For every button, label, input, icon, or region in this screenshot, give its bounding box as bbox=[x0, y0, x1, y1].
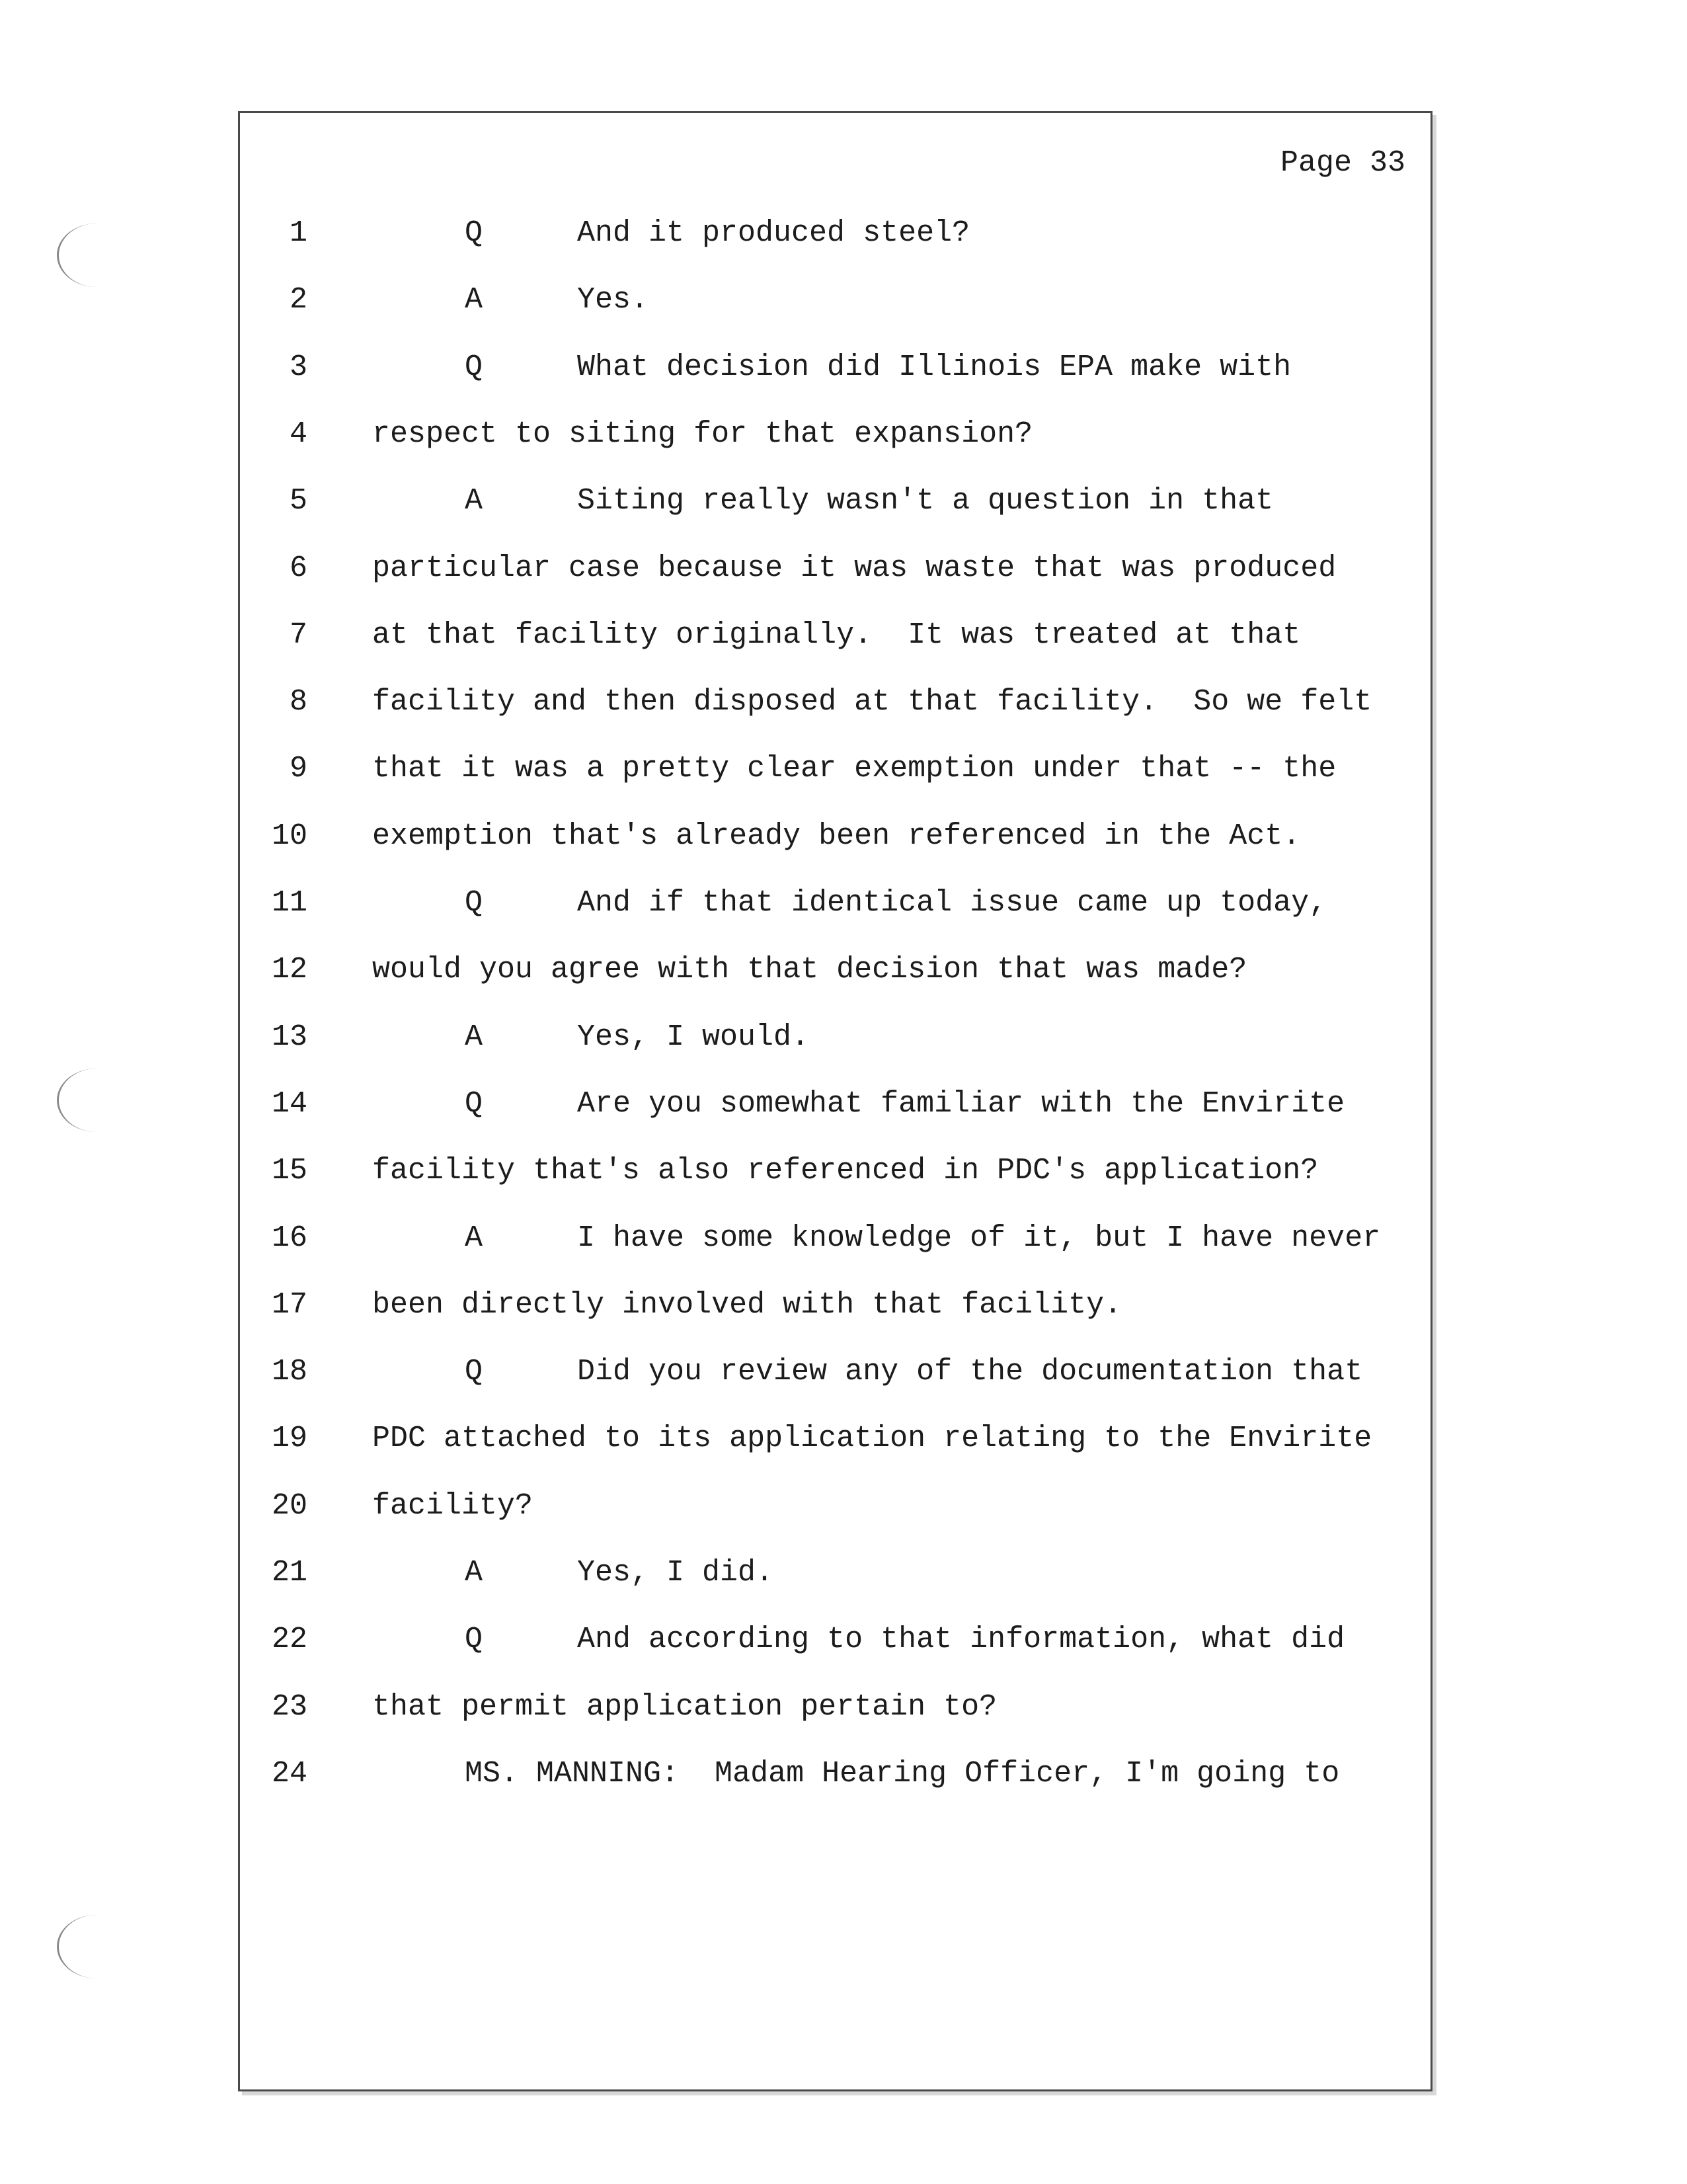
speaker-label: A bbox=[465, 484, 483, 518]
line-text: Siting really wasn't a question in that bbox=[577, 484, 1274, 518]
line-number: 3 bbox=[289, 350, 307, 384]
line-text: at that facility originally. It was treated at that bbox=[372, 618, 1301, 652]
transcript-line bbox=[240, 1138, 1431, 1205]
line-text: exemption that's already been referenced in the Act. bbox=[372, 819, 1301, 853]
transcript-line bbox=[240, 803, 1431, 870]
line-text: that it was a pretty clear exemption under that -- the bbox=[372, 752, 1337, 786]
transcript-line bbox=[240, 335, 1431, 401]
line-number: 21 bbox=[271, 1556, 307, 1590]
transcript-line bbox=[240, 1272, 1431, 1339]
line-text: would you agree with that decision that was made? bbox=[372, 953, 1247, 987]
transcript-line bbox=[240, 1607, 1431, 1674]
speaker-label: Q bbox=[465, 1355, 483, 1389]
page-number: Page 33 bbox=[1280, 146, 1405, 180]
line-number: 18 bbox=[271, 1355, 307, 1389]
line-text: And according to that information, what did bbox=[577, 1623, 1345, 1657]
transcript-line bbox=[240, 1473, 1431, 1540]
transcript-line bbox=[240, 1540, 1431, 1607]
line-text: respect to siting for that expansion? bbox=[372, 417, 1033, 451]
line-number: 15 bbox=[271, 1154, 307, 1188]
line-number: 12 bbox=[271, 953, 307, 987]
line-text: Yes, I did. bbox=[577, 1556, 774, 1590]
line-number: 9 bbox=[289, 752, 307, 786]
transcript-line bbox=[240, 536, 1431, 602]
speaker-label: Q bbox=[465, 886, 483, 920]
binder-hole-bottom bbox=[57, 1915, 136, 1978]
line-number: 11 bbox=[271, 886, 307, 920]
line-number: 14 bbox=[271, 1086, 307, 1121]
line-number: 24 bbox=[271, 1756, 307, 1791]
line-text: facility and then disposed at that facility. So we felt bbox=[372, 685, 1372, 719]
line-number: 1 bbox=[289, 216, 307, 250]
line-text: MS. MANNING: Madam Hearing Officer, I'm going to bbox=[465, 1756, 1340, 1791]
line-number: 17 bbox=[271, 1287, 307, 1322]
line-number: 19 bbox=[271, 1422, 307, 1456]
speaker-label: A bbox=[465, 1556, 483, 1590]
transcript-line bbox=[240, 937, 1431, 1004]
speaker-label: A bbox=[465, 283, 483, 317]
line-number: 20 bbox=[271, 1488, 307, 1523]
transcript-line bbox=[240, 1741, 1431, 1808]
line-text: PDC attached to its application relating to the Envirite bbox=[372, 1422, 1372, 1456]
transcript-line bbox=[240, 267, 1431, 334]
transcript-line bbox=[240, 1205, 1431, 1272]
transcript-line bbox=[240, 736, 1431, 803]
line-number: 23 bbox=[271, 1689, 307, 1724]
transcript-line bbox=[240, 1674, 1431, 1741]
speaker-label: Q bbox=[465, 216, 483, 250]
speaker-label: Q bbox=[465, 1623, 483, 1657]
speaker-label: Q bbox=[465, 350, 483, 384]
binder-hole-middle bbox=[57, 1069, 136, 1132]
line-text: Did you review any of the documentation that bbox=[577, 1355, 1363, 1389]
transcript-page bbox=[238, 111, 1432, 2091]
speaker-label: A bbox=[465, 1221, 483, 1255]
line-number: 7 bbox=[289, 618, 307, 652]
transcript-line bbox=[240, 1406, 1431, 1473]
line-number: 2 bbox=[289, 283, 307, 317]
line-number: 8 bbox=[289, 685, 307, 719]
transcript-line bbox=[240, 1071, 1431, 1138]
line-text: I have some knowledge of it, but I have never bbox=[577, 1221, 1381, 1255]
transcript-line bbox=[240, 1004, 1431, 1071]
line-number: 6 bbox=[289, 551, 307, 585]
line-text: particular case because it was waste that was produced bbox=[372, 551, 1337, 585]
line-text: facility that's also referenced in PDC's application? bbox=[372, 1154, 1319, 1188]
line-number: 10 bbox=[271, 819, 307, 853]
transcript-line bbox=[240, 200, 1431, 267]
line-number: 13 bbox=[271, 1020, 307, 1054]
speaker-label: Q bbox=[465, 1086, 483, 1121]
line-text: been directly involved with that facility. bbox=[372, 1287, 1122, 1322]
line-text: And if that identical issue came up today, bbox=[577, 886, 1327, 920]
line-number: 22 bbox=[271, 1623, 307, 1657]
line-number: 16 bbox=[271, 1221, 307, 1255]
transcript-line bbox=[240, 401, 1431, 468]
transcript-line bbox=[240, 468, 1431, 535]
line-text: Are you somewhat familiar with the Envirite bbox=[577, 1086, 1345, 1121]
line-text: that permit application pertain to? bbox=[372, 1689, 998, 1724]
line-number: 4 bbox=[289, 417, 307, 451]
line-text: facility? bbox=[372, 1488, 533, 1523]
transcript-line bbox=[240, 870, 1431, 937]
transcript-line bbox=[240, 602, 1431, 669]
speaker-label: A bbox=[465, 1020, 483, 1054]
line-text: And it produced steel? bbox=[577, 216, 970, 250]
binder-hole-top bbox=[57, 223, 136, 287]
transcript-line bbox=[240, 669, 1431, 736]
line-text: Yes. bbox=[577, 283, 649, 317]
transcript-line bbox=[240, 1339, 1431, 1406]
line-text: What decision did Illinois EPA make with bbox=[577, 350, 1292, 384]
line-number: 5 bbox=[289, 484, 307, 518]
line-text: Yes, I would. bbox=[577, 1020, 810, 1054]
